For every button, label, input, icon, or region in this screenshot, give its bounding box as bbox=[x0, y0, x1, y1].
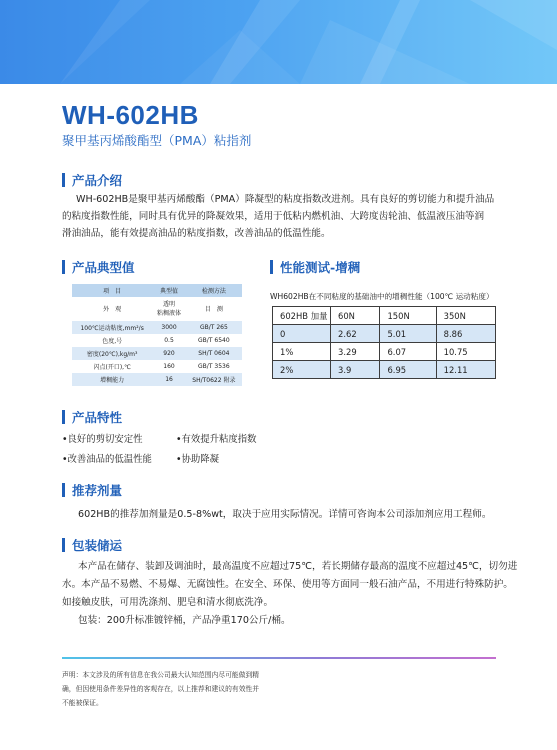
column-header: 检测方法 bbox=[186, 284, 242, 297]
heading-accent-bar bbox=[62, 260, 65, 274]
table-cell: GB/T 3536 bbox=[186, 360, 242, 373]
heading-text: 产品介绍 bbox=[72, 173, 123, 188]
table-row bbox=[72, 297, 242, 321]
performance-caption: WH602HB在不同粘度的基础油中的增稠性能（100℃ 运动粘度） bbox=[270, 292, 494, 301]
footer-divider bbox=[62, 657, 496, 659]
heading-accent-bar bbox=[62, 483, 65, 497]
table-cell: 增稠能力 bbox=[72, 373, 152, 386]
table-cell: 3.9 bbox=[331, 361, 380, 379]
section-heading-typical bbox=[62, 259, 135, 275]
table-cell: 16 bbox=[152, 373, 185, 386]
table-row bbox=[72, 347, 242, 360]
table-row bbox=[72, 334, 242, 347]
table-cell: 1% bbox=[273, 343, 331, 361]
heading-accent-bar bbox=[62, 410, 65, 424]
section-heading-dosage bbox=[62, 482, 122, 498]
table-row bbox=[72, 373, 242, 386]
table-cell: SH/T0622 附录 bbox=[186, 373, 242, 386]
table-cell: 5.01 bbox=[380, 325, 436, 343]
heading-accent-bar bbox=[62, 173, 65, 187]
disclaimer-line: 声明：本文涉及的所有信息在我公司最大认知范围内尽可能做到精 bbox=[62, 671, 260, 679]
performance-table bbox=[272, 306, 496, 379]
table-cell: 0 bbox=[273, 325, 331, 343]
heading-text: 推荐剂量 bbox=[72, 483, 123, 498]
table-cell: 6.95 bbox=[380, 361, 436, 379]
table-header-row bbox=[72, 284, 242, 297]
column-header: 350N bbox=[436, 307, 495, 325]
column-header: 602HB 加量 bbox=[273, 307, 331, 325]
table-cell: 920 bbox=[152, 347, 185, 360]
table-cell: 3000 bbox=[152, 321, 185, 334]
table-header-row bbox=[273, 307, 496, 325]
heading-text: 性能测试-增稠 bbox=[280, 260, 361, 275]
disclaimer bbox=[62, 668, 292, 710]
dosage-text: 602HB的推荐加剂量是0.5-8%wt，取决于应用实际情况。详情可咨询本公司添加剂应用工程师。 bbox=[78, 509, 492, 520]
table-cell: 闪点(开口),℃ bbox=[72, 360, 152, 373]
cell-line: 透明 bbox=[163, 301, 176, 308]
column-header: 项 目 bbox=[72, 284, 152, 297]
table-row bbox=[273, 361, 496, 379]
table-cell: 密度(20℃),kg/m³ bbox=[72, 347, 152, 360]
table-cell: SH/T 0604 bbox=[186, 347, 242, 360]
feature-item: •协助降凝 bbox=[176, 454, 220, 465]
table-cell: 外 观 bbox=[72, 297, 152, 321]
section-heading-storage bbox=[62, 537, 122, 553]
feature-item: •有效提升粘度指数 bbox=[176, 434, 257, 445]
table-cell: 6.07 bbox=[380, 343, 436, 361]
table-cell: 8.86 bbox=[436, 325, 495, 343]
product-title: WH-602HB bbox=[62, 100, 199, 130]
storage-line-4: 包装：200升标准镀锌桶，产品净重170公斤/桶。 bbox=[78, 615, 291, 626]
storage-line-3: 如接触皮肤，可用洗涤剂、肥皂和清水彻底洗净。 bbox=[62, 597, 274, 608]
storage-line-2: 水。本产品不易燃、不易爆、无腐蚀性。在安全、环保、使用等方面同一般石油产品，不用进行特殊防护。 bbox=[62, 579, 513, 590]
table-cell: 0.5 bbox=[152, 334, 185, 347]
table-cell: GB/T 6540 bbox=[186, 334, 242, 347]
heading-accent-bar bbox=[62, 538, 65, 552]
heading-text: 包装储运 bbox=[72, 538, 123, 553]
heading-text: 产品典型值 bbox=[72, 260, 135, 275]
column-header: 60N bbox=[331, 307, 380, 325]
heading-accent-bar bbox=[270, 260, 273, 274]
table-row bbox=[273, 343, 496, 361]
product-subtitle: 聚甲基丙烯酸酯型（PMA）粘指剂 bbox=[62, 133, 252, 148]
header-banner bbox=[0, 0, 557, 84]
table-row bbox=[72, 321, 242, 334]
intro-line-2: 的粘度指数性能，同时具有优异的降凝效果，适用于低粘内燃机油、大跨度齿轮油、低温液压油等润 bbox=[62, 211, 485, 222]
table-cell: 12.11 bbox=[436, 361, 495, 379]
table-cell: 色度,号 bbox=[72, 334, 152, 347]
table-cell: 2% bbox=[273, 361, 331, 379]
section-heading-intro bbox=[62, 172, 122, 188]
table-cell: 160 bbox=[152, 360, 185, 373]
table-cell bbox=[152, 297, 185, 321]
banner-pattern bbox=[0, 0, 557, 84]
cell-line: 粘稠液体 bbox=[157, 310, 182, 317]
column-header: 典型值 bbox=[152, 284, 185, 297]
feature-item: •良好的剪切安定性 bbox=[62, 434, 143, 445]
table-cell: 目 测 bbox=[186, 297, 242, 321]
disclaimer-line: 确，但因使用条件差异性的客观存在，以上推荐和建议的有效性并 bbox=[62, 685, 260, 693]
table-cell: 100℃运动粘度,mm²/s bbox=[72, 321, 152, 334]
table-cell: 3.29 bbox=[331, 343, 380, 361]
table-cell: 2.62 bbox=[331, 325, 380, 343]
intro-line-1: WH-602HB是聚甲基丙烯酸酯（PMA）降凝型的粘度指数改进剂。具有良好的剪切能力和提升油品 bbox=[76, 194, 495, 205]
table-row bbox=[273, 325, 496, 343]
disclaimer-line: 不能被保证。 bbox=[62, 699, 103, 707]
typical-values-table bbox=[72, 284, 242, 386]
table-cell: GB/T 265 bbox=[186, 321, 242, 334]
section-heading-features bbox=[62, 409, 122, 425]
storage-line-1: 本产品在储存、装卸及调油时，最高温度不应超过75℃，若长期储存最高的温度不应超过45℃，切勿进 bbox=[78, 561, 518, 572]
column-header: 150N bbox=[380, 307, 436, 325]
table-cell: 10.75 bbox=[436, 343, 495, 361]
intro-line-3: 滑油油品，能有效提高油品的粘度指数，改善油品的低温性能。 bbox=[62, 228, 331, 239]
feature-item: •改善油品的低温性能 bbox=[62, 454, 152, 465]
heading-text: 产品特性 bbox=[72, 410, 123, 425]
table-row bbox=[72, 360, 242, 373]
section-heading-performance bbox=[270, 259, 360, 275]
